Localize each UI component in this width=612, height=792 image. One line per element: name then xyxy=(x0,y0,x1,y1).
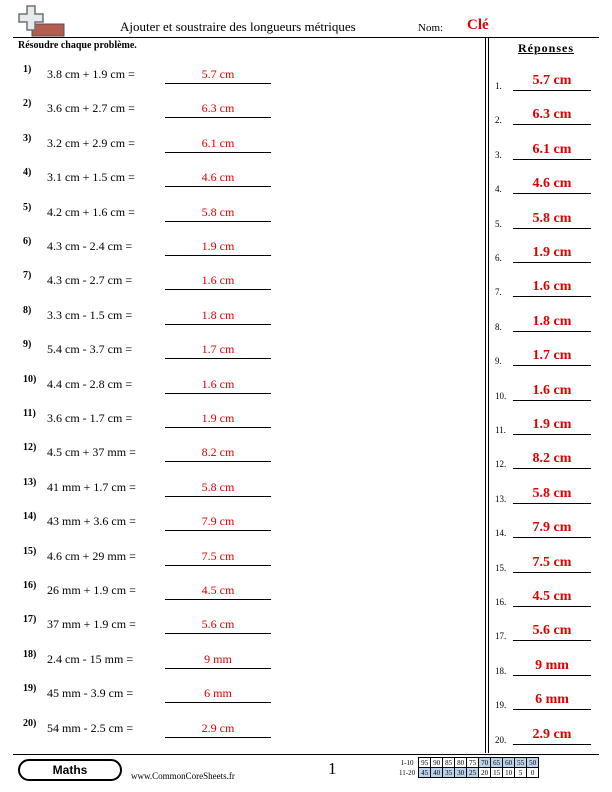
score-cell: 40 xyxy=(431,768,443,778)
answer-key-value: 5.6 cm xyxy=(513,623,591,641)
score-cell: 25 xyxy=(467,768,479,778)
subject-badge: Maths xyxy=(18,759,122,781)
score-row-label: 11-20 xyxy=(399,768,416,777)
score-row xyxy=(397,758,539,768)
score-cell: 5 xyxy=(515,768,527,778)
problem-expression: 3.6 cm + 2.7 cm = xyxy=(47,101,135,116)
answer-key-number: 7. xyxy=(495,287,502,298)
problem-number: 6) xyxy=(23,236,32,247)
problem-number: 19) xyxy=(23,683,37,695)
score-cell: 35 xyxy=(443,768,455,778)
score-cell: 85 xyxy=(443,758,455,768)
problem-expression: 4.3 cm - 2.7 cm = xyxy=(47,273,133,288)
problem-answer[interactable]: 2.9 cm xyxy=(165,721,271,738)
answers-title: Réponses xyxy=(518,41,575,55)
footer-divider xyxy=(13,754,599,755)
page-number: 1 xyxy=(328,759,337,778)
score-cell: 80 xyxy=(455,758,467,768)
score-cell: 50 xyxy=(527,758,539,768)
problem-expression: 45 mm - 3.9 cm = xyxy=(47,686,134,701)
name-label: Nom: xyxy=(418,22,444,34)
problem-answer[interactable]: 6 mm xyxy=(165,686,271,703)
problem-answer[interactable]: 1.8 cm xyxy=(165,308,271,325)
answer-key-value: 5.8 cm xyxy=(513,486,591,504)
instructions: Résoudre chaque problème. xyxy=(18,40,137,51)
answer-key-value: 2.9 cm xyxy=(513,727,591,745)
answer-key-number: 8. xyxy=(495,321,502,332)
score-cell: 20 xyxy=(479,768,491,778)
answer-key-number: 18. xyxy=(495,665,507,676)
problem-answer[interactable]: 4.5 cm xyxy=(165,583,271,600)
problem-expression: 3.6 cm - 1.7 cm = xyxy=(47,411,133,425)
score-cell: 95 xyxy=(419,758,431,768)
problem-number: 18) xyxy=(23,648,37,660)
answer-key-number: 13. xyxy=(495,493,507,504)
answer-key-value: 4.5 cm xyxy=(513,589,591,607)
problem-answer[interactable]: 1.9 cm xyxy=(165,411,271,428)
answer-key-number: 5. xyxy=(495,218,502,229)
answer-key-number: 17. xyxy=(495,631,507,642)
answer-key-value: 1.6 cm xyxy=(513,383,591,401)
problem-answer[interactable]: 1.9 cm xyxy=(165,239,271,256)
problem-expression: 4.2 cm + 1.6 cm = xyxy=(47,204,135,219)
problem-expression: 43 mm + 3.6 cm = xyxy=(47,514,136,529)
problem-expression: 3.2 cm + 2.9 cm = xyxy=(47,135,135,150)
page-title: Ajouter et soustraire des longueurs métriques xyxy=(120,19,356,34)
answer-key-value: 7.9 cm xyxy=(513,520,591,538)
problem-answer[interactable]: 9 mm xyxy=(165,652,271,669)
site-url: www.CommonCoreSheets.fr xyxy=(131,771,235,781)
score-cell: 30 xyxy=(455,768,467,778)
score-cell: 55 xyxy=(515,758,527,768)
answer-key-number: 3. xyxy=(495,149,502,160)
score-cell: 90 xyxy=(431,758,443,768)
problem-number: 17) xyxy=(23,614,37,626)
score-row xyxy=(397,768,539,778)
problem-answer[interactable]: 6.3 cm xyxy=(165,101,271,118)
answer-key-number: 2. xyxy=(495,115,502,126)
problem-answer[interactable]: 1.6 cm xyxy=(165,377,271,394)
problem-expression: 3.1 cm + 1.5 cm = xyxy=(47,170,135,185)
score-row-label: 1-10 xyxy=(400,758,414,767)
problem-answer[interactable]: 1.6 cm xyxy=(165,273,271,290)
problem-number: 1) xyxy=(23,64,32,75)
answer-key-value: 6 mm xyxy=(513,692,591,710)
answer-key-number: 11. xyxy=(495,425,506,435)
score-cell: 75 xyxy=(467,758,479,768)
score-cell: 10 xyxy=(503,768,515,778)
problem-expression: 3.8 cm + 1.9 cm = xyxy=(47,67,135,81)
answer-key-value: 1.8 cm xyxy=(513,314,591,332)
problem-expression: 4.5 cm + 37 mm = xyxy=(47,445,136,460)
problem-number: 13) xyxy=(23,476,37,488)
problem-answer[interactable]: 1.7 cm xyxy=(165,342,271,359)
answer-key-value: 8.2 cm xyxy=(513,451,591,469)
problem-answer[interactable]: 5.7 cm xyxy=(165,67,271,84)
problem-answer[interactable]: 7.9 cm xyxy=(165,514,271,531)
answer-key-number: 14. xyxy=(495,528,507,539)
problem-number: 10) xyxy=(23,373,37,385)
problem-expression: 4.3 cm - 2.4 cm = xyxy=(47,239,133,253)
problem-expression: 4.6 cm + 29 mm = xyxy=(47,548,136,563)
name-value: Clé xyxy=(467,17,489,33)
plus-minus-logo-icon xyxy=(18,5,66,39)
problem-number: 15) xyxy=(23,545,37,557)
problem-number: 2) xyxy=(23,98,32,110)
score-cell: 15 xyxy=(491,768,503,778)
answer-key-number: 15. xyxy=(495,562,507,573)
problem-expression: 2.4 cm - 15 mm = xyxy=(47,651,134,666)
problem-number: 7) xyxy=(23,270,32,282)
problem-number: 11) xyxy=(23,408,36,419)
problem-number: 12) xyxy=(23,442,37,454)
problem-answer[interactable]: 4.6 cm xyxy=(165,170,271,187)
score-cell: 0 xyxy=(527,768,539,778)
header-divider xyxy=(13,37,599,38)
answer-key-value: 4.6 cm xyxy=(513,176,591,194)
problem-expression: 5.4 cm - 3.7 cm = xyxy=(47,342,133,357)
answer-key-value: 5.7 cm xyxy=(513,73,591,91)
answer-key-value: 7.5 cm xyxy=(513,555,591,573)
answer-key-number: 19. xyxy=(495,700,507,711)
answer-key-number: 6. xyxy=(495,253,502,263)
answer-key-number: 9. xyxy=(495,356,502,367)
answer-key-value: 6.3 cm xyxy=(513,107,591,125)
score-cell: 45 xyxy=(419,768,431,778)
answer-key-value: 1.7 cm xyxy=(513,348,591,366)
problem-number: 9) xyxy=(23,339,32,351)
problem-expression: 26 mm + 1.9 cm = xyxy=(47,583,136,597)
score-table xyxy=(397,757,539,778)
problem-number: 3) xyxy=(23,132,32,144)
answer-key-value: 6.1 cm xyxy=(513,142,591,160)
problem-expression: 37 mm + 1.9 cm = xyxy=(47,617,136,632)
problem-expression: 54 mm - 2.5 cm = xyxy=(47,720,134,735)
column-divider xyxy=(485,38,489,753)
answer-key-number: 1. xyxy=(495,81,502,91)
answer-key-value: 1.9 cm xyxy=(513,245,591,263)
problem-answer[interactable]: 8.2 cm xyxy=(165,445,271,462)
problem-number: 4) xyxy=(23,167,32,179)
answer-key-number: 4. xyxy=(495,184,502,195)
answer-key-value: 1.6 cm xyxy=(513,279,591,297)
answer-key-value: 1.9 cm xyxy=(513,417,591,435)
problem-expression: 41 mm + 1.7 cm = xyxy=(47,479,136,494)
score-cell: 65 xyxy=(491,758,503,768)
problem-number: 20) xyxy=(23,717,37,729)
answer-key-number: 16. xyxy=(495,597,507,607)
score-cell: 60 xyxy=(503,758,515,768)
problem-answer[interactable]: 6.1 cm xyxy=(165,136,271,153)
problem-expression: 3.3 cm - 1.5 cm = xyxy=(47,307,133,322)
problem-number: 8) xyxy=(23,304,32,316)
problem-expression: 4.4 cm - 2.8 cm = xyxy=(47,376,133,391)
answer-key-number: 10. xyxy=(495,390,507,401)
problem-number: 5) xyxy=(23,201,32,213)
problem-answer[interactable]: 7.5 cm xyxy=(165,549,271,566)
answer-key-value: 9 mm xyxy=(513,658,591,676)
answer-key-number: 20. xyxy=(495,734,507,745)
answer-key-number: 12. xyxy=(495,459,507,470)
problem-answer[interactable]: 5.8 cm xyxy=(165,480,271,497)
problem-number: 14) xyxy=(23,511,37,523)
problem-answer[interactable]: 5.6 cm xyxy=(165,617,271,634)
answer-key-value: 5.8 cm xyxy=(513,211,591,229)
problem-answer[interactable]: 5.8 cm xyxy=(165,205,271,222)
problem-number: 16) xyxy=(23,580,37,591)
score-cell: 70 xyxy=(479,758,491,768)
